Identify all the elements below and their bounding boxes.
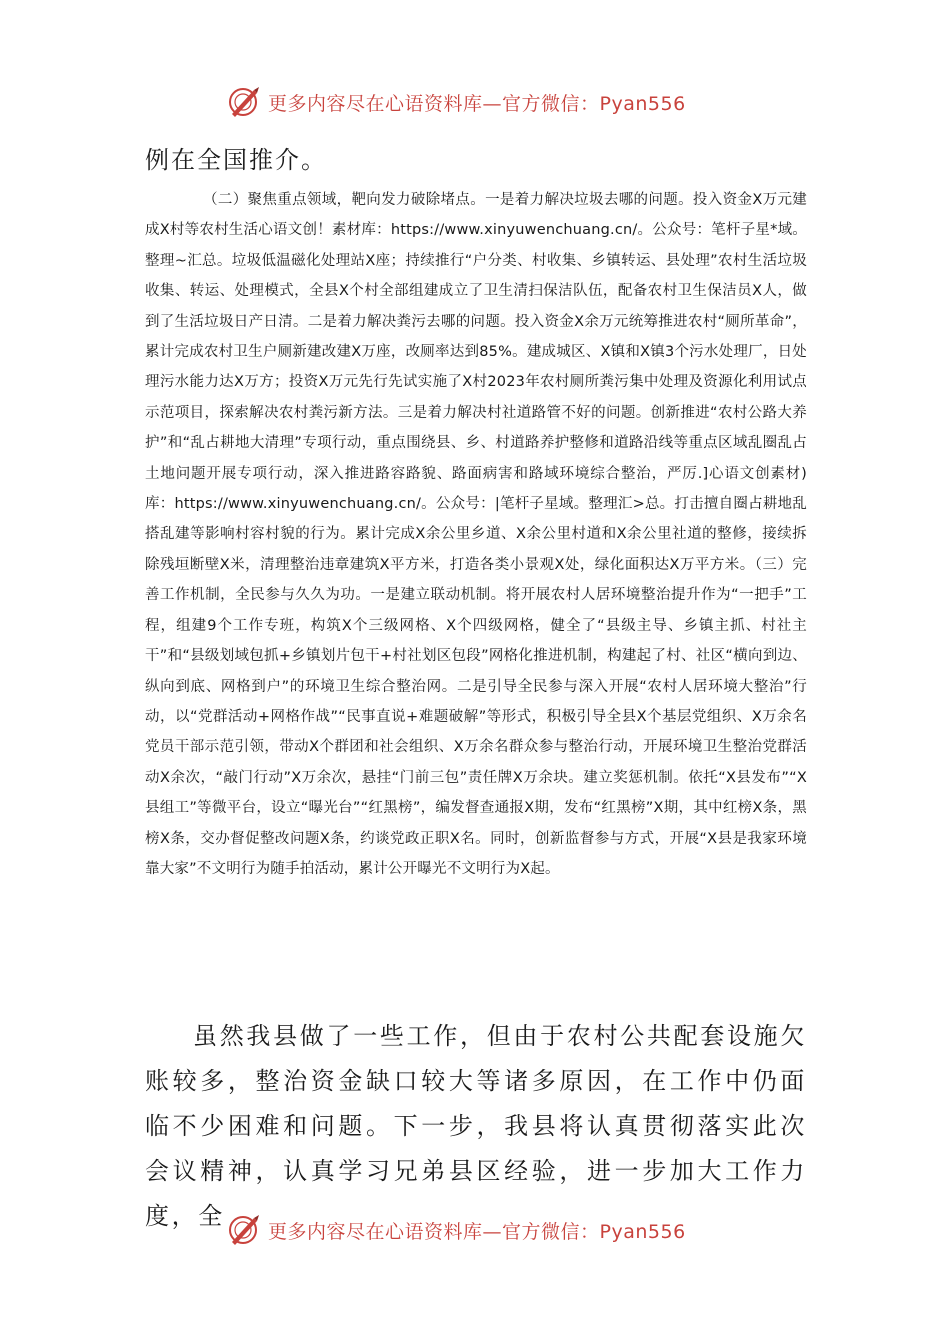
footer-banner (226, 1210, 726, 1250)
wechat-id: Pyan556 (599, 92, 686, 115)
closing-paragraph-text: 虽然我县做了一些工作，但由于农村公共配套设施欠账较多，整治资金缺口较大等诸多原因，在工作中仍面临不少困难和问题。下一步，我县将认真贯彻落实此次会议精神，认真学习兄弟县区经验，进一步加大工作力度，全 (145, 1022, 807, 1230)
banner-text: 更多内容尽在心语资料库—官方微信：Pyan556 (268, 1220, 686, 1243)
lead-line: 例在全国推介。 (145, 146, 327, 174)
body-paragraph (145, 185, 807, 884)
banner-text: 更多内容尽在心语资料库—官方微信：Pyan556 (268, 92, 686, 115)
body-paragraph-text: （二）聚焦重点领域，靶向发力破除堵点。一是着力解决垃圾去哪的问题。投入资金X万元建成X村等农村生活心语文创！素材库：https://www.xinyuwenchuang.cn/。公众号：笔杆子星*域。整理~汇总。垃圾低温磁化处理站X座；持续推行“户分类、村收集、乡镇转运、县处理”农村生活垃圾收集、转运、处理模式，全县X个村全部组建成立了卫生清扫保洁队伍，配备农村卫生保洁员X人，做到了生活垃圾日产日清。二是着力解决粪污去哪的问题。投入资金X余万元统筹推进农村“厕所革命”，累计完成农村卫生户厕新建改建X万座，改厕率达到85%。建成城区、X镇和X镇3个污水处理厂，日处理污水能力达X万方；投资X万元先行先试实施了X村2023年农村厕所粪污集中处理及资源化利用试点示范项目，探索解决农村粪污新方法。三是着力解决村社道路管不好的问题。创新推进“农村公路大养护”和“乱占耕地大清理”专项行动，重点围绕县、乡、村道路养护整修和道路沿线等重点区域乱圈乱占土地问题开展专项行动，深入推进路容路貌、路面病害和路域环境综合整治，严厉.]心语文创素材)库：https://www.xinyuwenchuang.cn/。公众号：|笔杆子星域。整理汇>总。打击擅自圈占耕地乱搭乱建等影响村容村貌的行为。累计完成X余公里乡道、X余公里村道和X余公里社道的整修，接续拆除残垣断壁X米，清理整治违章建筑X平方米，打造各类小景观X处，绿化面积达X万平方米。（三）完善工作机制，全民参与久久为功。一是建立联动机制。将开展农村人居环境整治提升作为“一把手”工程，组建9个工作专班，构筑X个三级网格、X个四级网格，健全了“县级主导、乡镇主抓、村社主干”和“县级划域包抓+乡镇划片包干+村社划区包段”网格化推进机制，构建起了村、社区“横向到边、纵向到底、网格到户”的环境卫生综合整治网。二是引导全民参与深入开展“农村人居环境大整治”行动，以“党群活动+网格作战”“民事直说+难题破解”等形式，积极引导全县X个基层党组织、X万余名党员干部示范引领，带动X个群团和社会组织、X万余名群众参与整治行动，开展环境卫生整治党群活动X余次，“敲门行动”X万余次，悬挂“门前三包”责任牌X万余块。建立奖惩机制。依托“X县发布”“X县组工”等微平台，设立“曝光台”“红黑榜”，编发督查通报X期，发布“红黑榜”X期，其中红榜X条，黑榜X条，交办督促整改问题X条，约谈党政正职X名。同时，创新监督参与方式，开展“X县是我家环境靠大家”不文明行为随手拍活动，累计公开曝光不文明行为X起。 (145, 192, 807, 877)
closing-paragraph (145, 1014, 807, 1239)
wechat-id: Pyan556 (599, 1220, 686, 1243)
pen-logo-icon (226, 84, 262, 120)
header-banner (226, 82, 726, 122)
pen-logo-icon (226, 1212, 262, 1248)
